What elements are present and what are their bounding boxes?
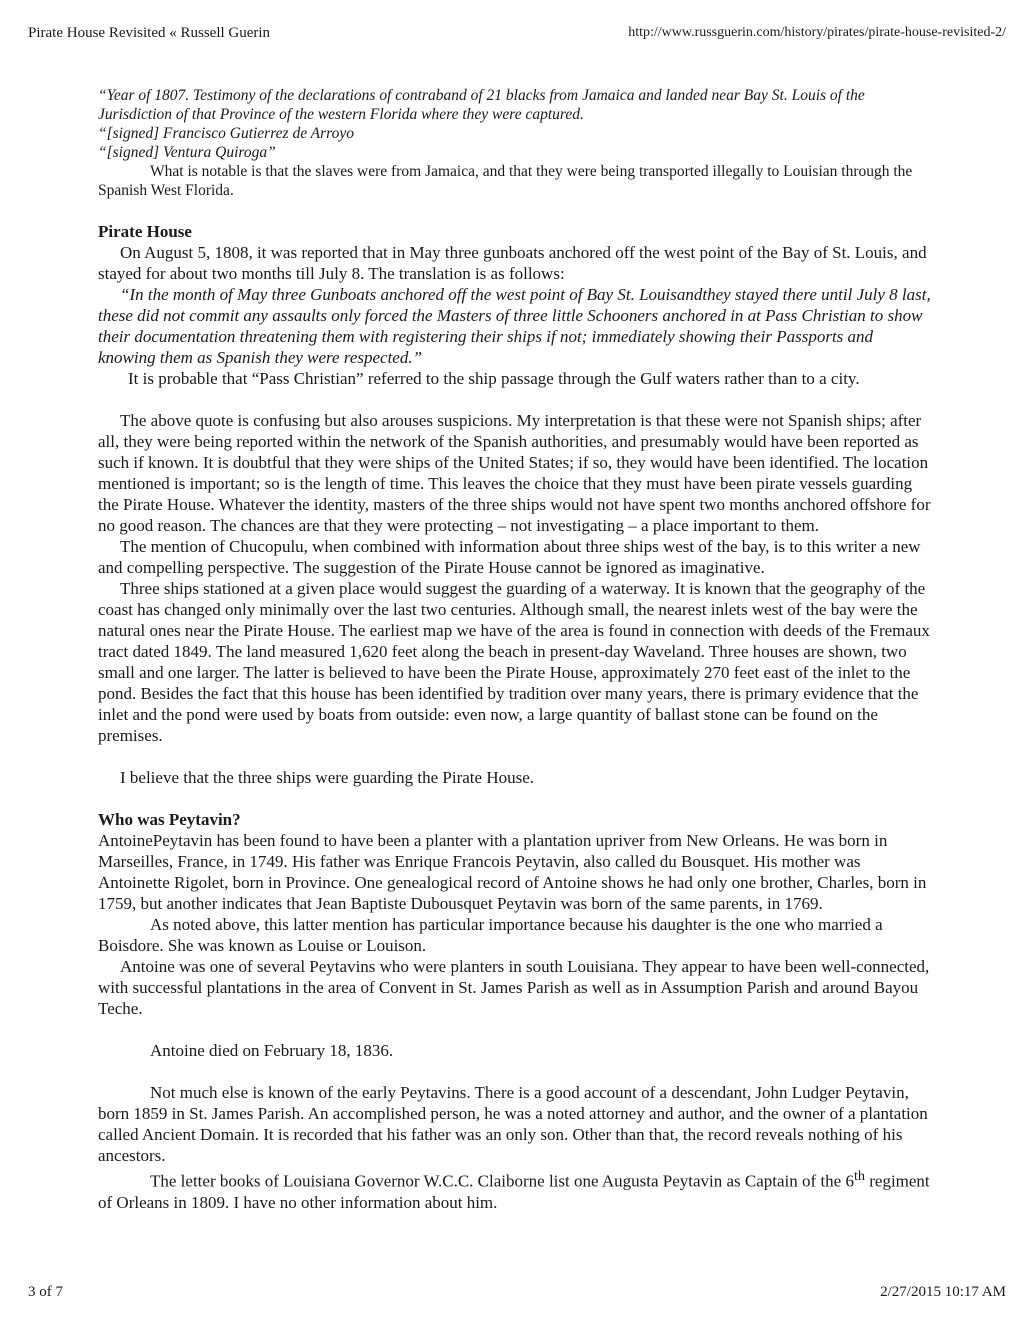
paragraph-died: Antoine died on February 18, 1836. [150,1041,394,1060]
paragraph-believe: I believe that the three ships were guarding the Pirate House. [120,768,535,787]
signature-gutierrez: “[signed] Francisco Gutierrez de Arroyo [98,125,355,142]
paragraph-three-ships: Three ships stationed at a given place would suggest the guarding of a waterway. It is known that the geography of the coast has changed only minimally over the last two centuries. Although small, the nearest inlets west of the bay were the natural ones near the Pirate House. The earliest map we have of the area is found in connection with deeds of the Fremaux tract dated 1849. The land measured 1,620 feet along the beach in present-day Waveland. Three houses are shown, two small and one larger. The latter is believed to have been the Pirate House, approximately 270 feet east of the inlet to the pond. Besides the fact that this house has been identified by tradition over many years, there is primary evidence that the inlet and the pond were used by boats from outside: even now, a large quantity of ballast stone can be found on the premises. [98,579,930,745]
page-header-url: http://www.russguerin.com/history/pirates/pirate-house-revisited-2/ [628,25,1006,40]
ordinal-suffix: th [853,1168,865,1184]
paragraph-antoine: AntoinePeytavin has been found to have been a planter with a plantation upriver from New Orleans. He was born in Marseilles, France, in 1749. His father was Enrique Francois Peytavin, also called du Bousquet. His mother was Antoinette Rigolet, born in Province. One genealogical record of Antoine shows he had only one brother, Charles, born in 1759, but another indicates that Jean Baptiste Dubousquet Peytavin was born of the same parents, in 1769. [98,831,927,913]
quote-may: “In the month of May three Gunboats anchored off the west point of Bay St. Louisandthey stayed there until July 8 last, these did not commit any assaults only forced the Masters of three little Schooners anchored in at Pass Christian to show their documentation threatening them with registering their ships if not; immediately showing their Passports and knowing them as Spanish they were respected.” [98,285,931,367]
signature-quiroga: “[signed] Ventura Quiroga” [98,144,276,161]
article-body [98,86,934,1213]
print-datetime: 2/27/2015 10:17 AM [880,1284,1006,1300]
paragraph-not-much: Not much else is known of the early Peytavins. There is a good account of a descendant, John Ludger Peytavin, born 1859 in St. James Parish. An accomplished person, he was a noted attorney and author, and the owner of a plantation called Ancient Domain. It is recorded that his father was an only son. Other than that, the record reveals nothing of his ancestors. [98,1083,928,1165]
page-number: 3 of 7 [28,1284,63,1300]
paragraph-august: On August 5, 1808, it was reported that in May three gunboats anchored off the west point of the Bay of St. Louis, and stayed for about two months till July 8. The translation is as follows: [98,243,927,283]
paragraph-notable: What is notable is that the slaves were from Jamaica, and that they were being transported illegally to Louisian through the Spanish West Florida. [98,163,913,199]
paragraph-chucopulu: The mention of Chucopulu, when combined with information about three ships west of the bay, is to this writer a new and compelling perspective. The suggestion of the Pirate House cannot be ignored as imaginative. [98,537,921,577]
paragraph-probable: It is probable that “Pass Christian” referred to the ship passage through the Gulf waters rather than to a city. [128,369,860,388]
letter-books-text: The letter books of Louisiana Governor W.C.C. Claiborne list one Augusta Peytavin as Captain of the 6 [150,1171,854,1191]
page-header-title: Pirate House Revisited « Russell Guerin [28,25,271,41]
paragraph-letter-books [98,1166,934,1213]
letter-books-text-cont: regiment of Orleans in 1809. I have no other information about him. [98,1171,930,1212]
paragraph-several: Antoine was one of several Peytavins who were planters in south Louisiana. They appear to have been well-connected, with successful plantations in the area of Convent in St. James Parish as well as in Assumption Parish and around Bayou Teche. [98,957,930,1018]
paragraph-noted: As noted above, this latter mention has particular importance because his daughter is the one who married a Boisdore. She was known as Louise or Louison. [98,915,883,955]
heading-pirate-house: Pirate House [98,222,192,241]
heading-peytavin: Who was Peytavin? [98,810,241,829]
quote-1807: “Year of 1807. Testimony of the declarations of contraband of 21 blacks from Jamaica and landed near Bay St. Louis of the Jurisdiction of that Province of the western Florida where they were captured. [98,87,865,123]
paragraph-confusing: The above quote is confusing but also arouses suspicions. My interpretation is that these were not Spanish ships; after all, they were being reported within the network of the Spanish authorities, and presumably would have been reported as such if known. It is doubtful that they were ships of the United States; if so, they would have been identified. The location mentioned is important; so is the length of time. This leaves the choice that they must have been pirate vessels guarding the Pirate House. Whatever the identity, masters of the three ships would not have spent two months anchored offshore for no good reason. The chances are that they were protecting – not investigating – a place important to them. [98,411,931,535]
